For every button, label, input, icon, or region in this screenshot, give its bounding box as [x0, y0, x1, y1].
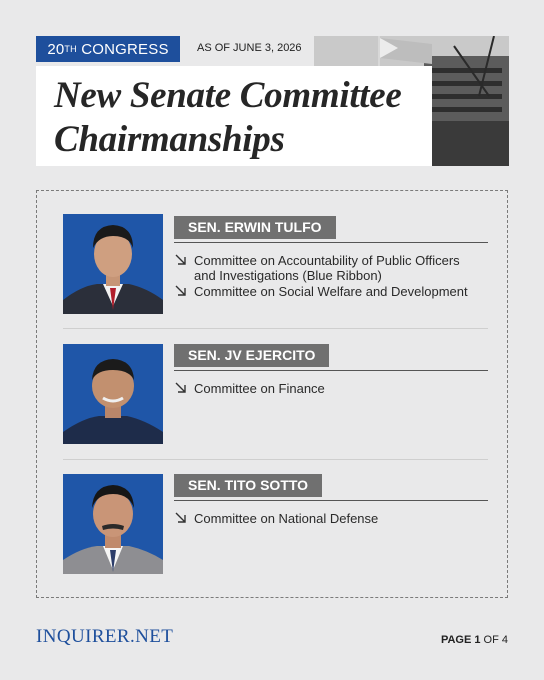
chairmanship-panel — [36, 190, 508, 598]
committee-item — [174, 511, 484, 526]
as-of-date: AS OF JUNE 3, 2026 — [197, 42, 302, 54]
arrow-down-right-icon — [174, 253, 187, 266]
senator-name: SEN. TITO SOTTO — [174, 474, 322, 497]
arrow-down-right-icon — [174, 284, 187, 297]
senator-entry — [37, 214, 507, 324]
committee-label: Committee on Accountability of Public Officers and Investigations (Blue Ribbon) — [194, 253, 460, 283]
arrow-down-right-icon — [174, 511, 187, 524]
name-rule — [174, 242, 488, 243]
senator-entry — [37, 344, 507, 454]
entry-divider — [63, 459, 488, 460]
name-rule — [174, 500, 488, 501]
headline-box — [36, 66, 432, 166]
entry-divider — [63, 328, 488, 329]
committee-label: Committee on National Defense — [194, 511, 379, 526]
arrow-down-right-icon — [174, 381, 187, 394]
page-indicator — [441, 634, 508, 646]
page-total: OF 4 — [483, 634, 508, 646]
senator-portrait — [63, 214, 163, 314]
page-word: PAGE — [440, 634, 472, 646]
senator-portrait — [63, 474, 163, 574]
congress-number: 20 — [47, 40, 65, 58]
committee-item — [174, 381, 484, 396]
title-line-2: Chairmanships — [54, 119, 285, 160]
congress-word: CONGRESS — [81, 40, 169, 58]
inquirer-logo[interactable]: INQUIRER.NET — [36, 626, 174, 647]
senator-portrait — [63, 344, 163, 444]
committee-label: Committee on Social Welfare and Development — [194, 284, 468, 299]
committee-label: Committee on Finance — [194, 381, 325, 396]
title-line-1: New Senate Committee — [54, 75, 402, 116]
senator-entry — [37, 474, 507, 584]
committee-item — [174, 284, 484, 299]
page-current: 1 — [474, 634, 481, 646]
senator-name: SEN. ERWIN TULFO — [174, 216, 336, 239]
committee-item — [174, 253, 484, 283]
senator-name: SEN. JV EJERCITO — [174, 344, 329, 367]
congress-badge: 20 TH CONGRESS — [36, 36, 180, 62]
page-title — [54, 74, 432, 162]
name-rule — [174, 370, 488, 371]
